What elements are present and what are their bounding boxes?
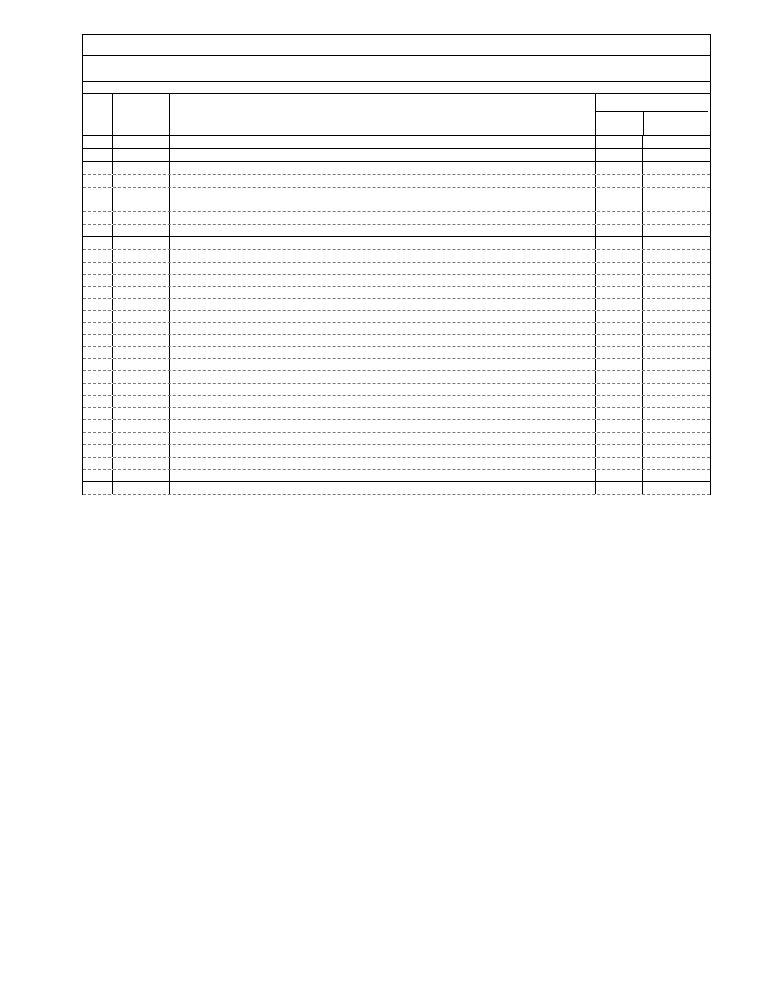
quantity-cell xyxy=(643,287,708,298)
header-nazwa xyxy=(596,112,644,135)
element-description xyxy=(170,482,596,494)
sst-cell xyxy=(113,371,170,383)
table-row xyxy=(83,263,710,275)
lp-cell xyxy=(83,445,113,457)
quantity-cell xyxy=(643,149,708,161)
sst-cell xyxy=(113,482,170,494)
unit-cell xyxy=(596,162,643,174)
sst-cell xyxy=(113,408,170,419)
lp-cell xyxy=(83,275,113,286)
unit-cell xyxy=(596,396,643,407)
lp-cell xyxy=(83,162,113,174)
document-title xyxy=(83,56,710,82)
sst-cell xyxy=(113,162,170,174)
quantity-cell xyxy=(643,212,708,224)
quantity-cell xyxy=(643,162,708,174)
element-description xyxy=(170,359,596,370)
element-description xyxy=(170,299,596,310)
element-description xyxy=(170,263,596,274)
col-number xyxy=(113,136,170,148)
element-description xyxy=(170,420,596,432)
quantity-cell xyxy=(643,311,708,322)
quantity-cell xyxy=(643,384,708,395)
unit-cell xyxy=(596,359,643,370)
table-row xyxy=(83,335,710,347)
sst-cell xyxy=(113,347,170,358)
lp-cell xyxy=(83,482,113,494)
lp-cell xyxy=(83,347,113,358)
sst-cell xyxy=(113,299,170,310)
project-title xyxy=(83,34,710,56)
element-description xyxy=(170,445,596,457)
unit-cell xyxy=(596,482,643,494)
element-description xyxy=(170,212,596,224)
table-header xyxy=(83,94,710,136)
element-description xyxy=(170,275,596,286)
header-jednostka xyxy=(596,94,708,112)
element-description xyxy=(170,149,596,161)
quantity-cell xyxy=(643,188,708,211)
quantity-cell xyxy=(643,347,708,358)
quantity-cell xyxy=(643,275,708,286)
table-row xyxy=(83,470,710,482)
table-row xyxy=(83,359,710,371)
sst-cell xyxy=(113,384,170,395)
lp-cell xyxy=(83,225,113,236)
element-description xyxy=(170,335,596,346)
quantity-cell xyxy=(643,408,708,419)
unit-cell xyxy=(596,445,643,457)
spacer xyxy=(83,82,710,94)
lp-cell xyxy=(83,175,113,187)
unit-cell xyxy=(596,263,643,274)
lp-cell xyxy=(83,433,113,444)
element-description xyxy=(170,408,596,419)
header-jednostka-group xyxy=(596,94,708,135)
sst-cell xyxy=(113,188,170,211)
element-description xyxy=(170,470,596,481)
lp-cell xyxy=(83,470,113,481)
sst-cell xyxy=(113,396,170,407)
table-row xyxy=(83,371,710,384)
unit-cell xyxy=(596,335,643,346)
lp-cell xyxy=(83,263,113,274)
unit-cell xyxy=(596,347,643,358)
element-description xyxy=(170,175,596,187)
lp-cell xyxy=(83,371,113,383)
table-row xyxy=(83,396,710,408)
header-sst xyxy=(113,94,170,135)
sst-cell xyxy=(113,323,170,334)
lp-cell xyxy=(83,396,113,407)
quantity-cell xyxy=(643,420,708,432)
unit-cell xyxy=(596,458,643,469)
sst-cell xyxy=(113,275,170,286)
element-description xyxy=(170,311,596,322)
sst-cell xyxy=(113,149,170,161)
table-row xyxy=(83,384,710,396)
lp-cell xyxy=(83,420,113,432)
unit-cell xyxy=(596,433,643,444)
lp-cell xyxy=(83,359,113,370)
unit-cell xyxy=(596,408,643,419)
table-row xyxy=(83,287,710,299)
col-number xyxy=(83,136,113,148)
sst-cell xyxy=(113,237,170,249)
element-description xyxy=(170,287,596,298)
table-row xyxy=(83,420,710,433)
element-description xyxy=(170,237,596,249)
quantity-cell xyxy=(643,482,708,494)
unit-cell xyxy=(596,225,643,236)
col-number xyxy=(643,136,708,148)
sst-cell xyxy=(113,470,170,481)
unit-cell xyxy=(596,149,643,161)
element-description xyxy=(170,458,596,469)
quantity-cell xyxy=(643,433,708,444)
table-row xyxy=(83,149,710,162)
lp-cell xyxy=(83,458,113,469)
sst-cell xyxy=(113,212,170,224)
sst-cell xyxy=(113,311,170,322)
lp-cell xyxy=(83,149,113,161)
unit-cell xyxy=(596,237,643,249)
table-row xyxy=(83,323,710,335)
lp-cell xyxy=(83,384,113,395)
lp-cell xyxy=(83,287,113,298)
element-description xyxy=(170,323,596,334)
table-row xyxy=(83,433,710,445)
sst-cell xyxy=(113,420,170,432)
table-row xyxy=(83,299,710,311)
table-body xyxy=(83,149,710,495)
lp-cell xyxy=(83,311,113,322)
sst-cell xyxy=(113,359,170,370)
lp-cell xyxy=(83,250,113,262)
col-number xyxy=(596,136,643,148)
table-row xyxy=(83,212,710,225)
sst-cell xyxy=(113,263,170,274)
quantity-cell xyxy=(643,263,708,274)
element-description xyxy=(170,347,596,358)
sst-cell xyxy=(113,335,170,346)
table-row xyxy=(83,458,710,470)
quantity-cell xyxy=(643,445,708,457)
table-row xyxy=(83,162,710,175)
unit-cell xyxy=(596,188,643,211)
unit-cell xyxy=(596,323,643,334)
unit-cell xyxy=(596,384,643,395)
table-row xyxy=(83,188,710,212)
unit-cell xyxy=(596,175,643,187)
quantity-cell xyxy=(643,250,708,262)
sst-cell xyxy=(113,445,170,457)
header-element xyxy=(170,94,596,135)
sst-cell xyxy=(113,458,170,469)
sst-cell xyxy=(113,433,170,444)
unit-cell xyxy=(596,275,643,286)
lp-cell xyxy=(83,335,113,346)
unit-cell xyxy=(596,250,643,262)
lp-cell xyxy=(83,323,113,334)
document-table xyxy=(82,34,711,495)
sst-cell xyxy=(113,225,170,236)
unit-cell xyxy=(596,371,643,383)
quantity-cell xyxy=(643,458,708,469)
lp-cell xyxy=(83,408,113,419)
table-row xyxy=(83,347,710,359)
quantity-cell xyxy=(643,225,708,236)
unit-cell xyxy=(596,299,643,310)
unit-cell xyxy=(596,287,643,298)
unit-cell xyxy=(596,311,643,322)
header-ilosc xyxy=(644,112,708,135)
table-row xyxy=(83,311,710,323)
table-row xyxy=(83,175,710,188)
quantity-cell xyxy=(643,470,708,481)
element-description xyxy=(170,384,596,395)
quantity-cell xyxy=(643,175,708,187)
table-row xyxy=(83,225,710,237)
lp-cell xyxy=(83,188,113,211)
lp-cell xyxy=(83,237,113,249)
lp-cell xyxy=(83,212,113,224)
quantity-cell xyxy=(643,359,708,370)
element-description xyxy=(170,371,596,383)
element-description xyxy=(170,396,596,407)
table-row xyxy=(83,445,710,458)
quantity-cell xyxy=(643,396,708,407)
quantity-cell xyxy=(643,335,708,346)
quantity-cell xyxy=(643,323,708,334)
sst-cell xyxy=(113,175,170,187)
lp-cell xyxy=(83,299,113,310)
sst-cell xyxy=(113,250,170,262)
quantity-cell xyxy=(643,237,708,249)
element-description xyxy=(170,250,596,262)
table-row xyxy=(83,250,710,263)
element-description xyxy=(170,188,596,211)
table-row xyxy=(83,408,710,420)
column-numbers xyxy=(83,136,710,149)
header-lp xyxy=(83,94,113,135)
element-description xyxy=(170,162,596,174)
element-description xyxy=(170,433,596,444)
col-number xyxy=(170,136,596,148)
element-description xyxy=(170,225,596,236)
table-row xyxy=(83,275,710,287)
unit-cell xyxy=(596,212,643,224)
table-row xyxy=(83,237,710,250)
unit-cell xyxy=(596,420,643,432)
table-row xyxy=(83,482,710,495)
quantity-cell xyxy=(643,299,708,310)
unit-cell xyxy=(596,470,643,481)
sst-cell xyxy=(113,287,170,298)
quantity-cell xyxy=(643,371,708,383)
